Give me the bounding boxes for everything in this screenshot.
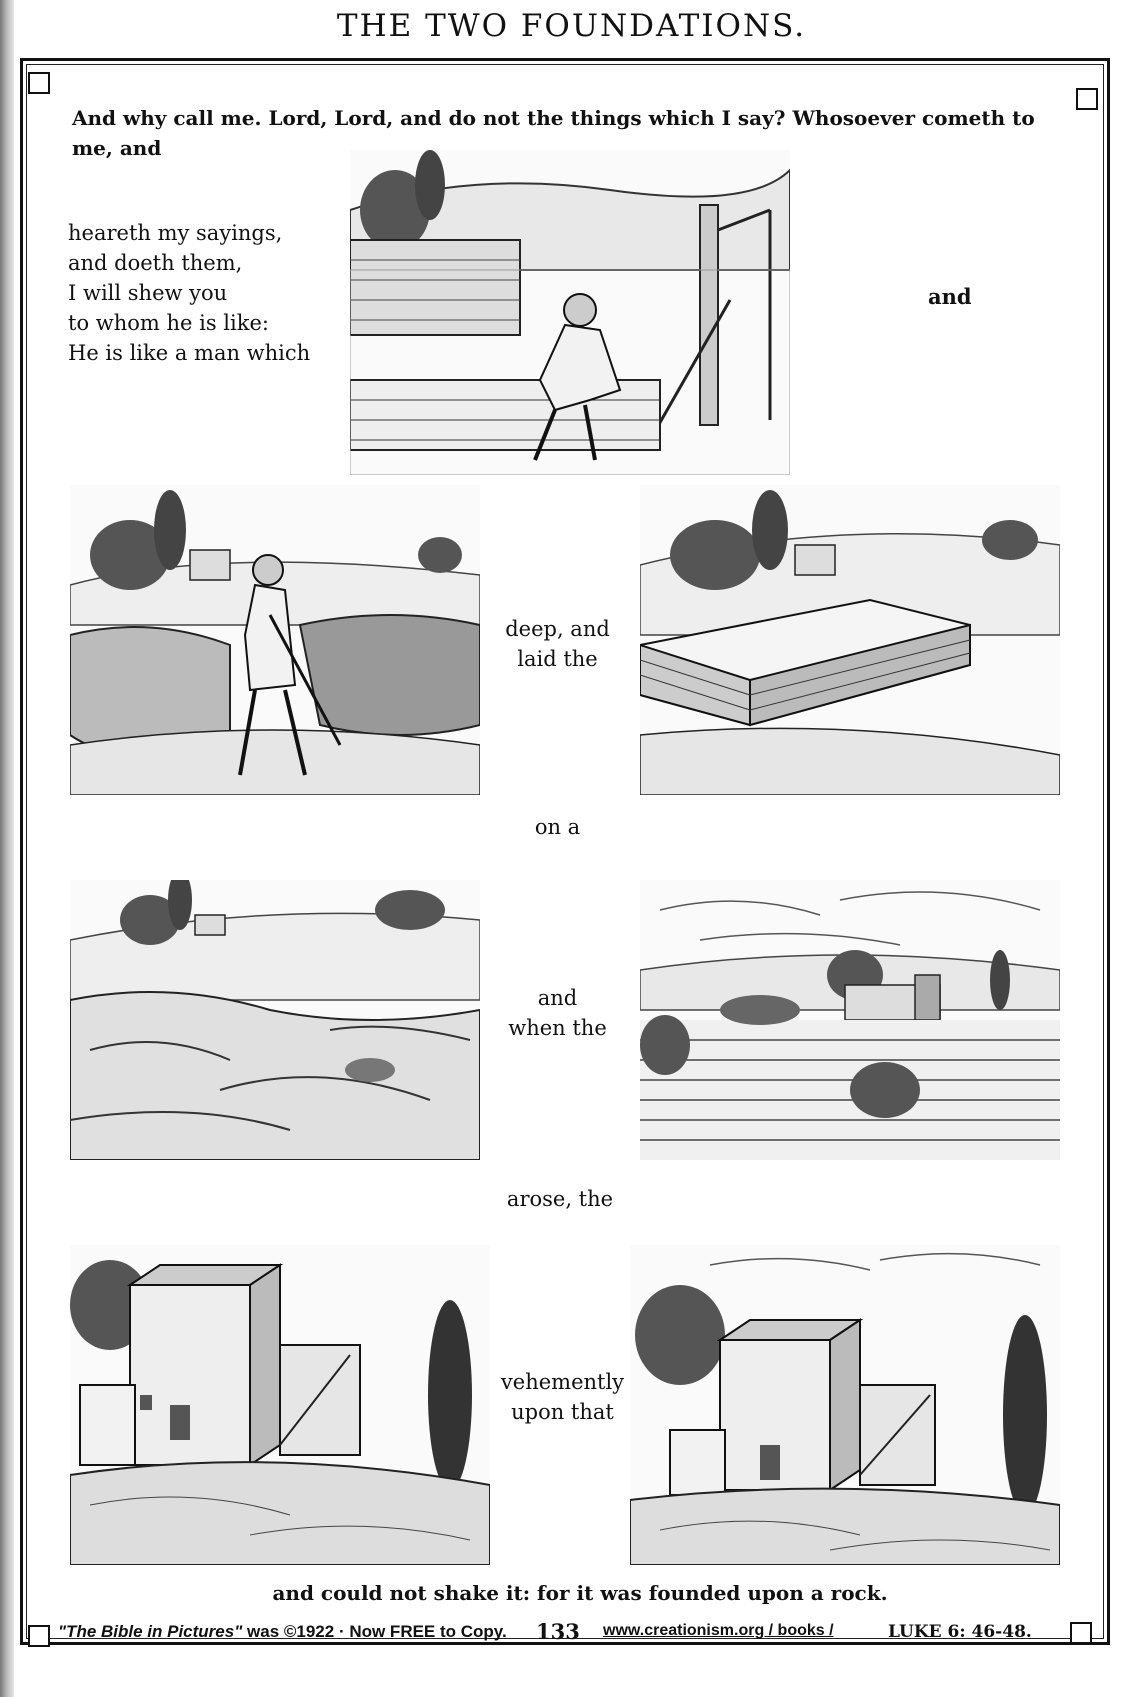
illustration-flood-plain (640, 880, 1060, 1160)
middle-text-line: deep, and (505, 617, 610, 641)
middle-text-line: when the (508, 1016, 607, 1040)
book-title: "The Bible in Pictures" (58, 1622, 243, 1641)
middle-text-1 (495, 614, 620, 674)
corner-ornament (1076, 88, 1098, 110)
left-text-block (68, 218, 348, 368)
left-text-line: and doeth them, (68, 251, 243, 275)
left-text-line: He is like a man which (68, 341, 311, 365)
left-text-line: I will shew you (68, 281, 228, 305)
right-word: and (928, 284, 972, 309)
middle-text-line: upon that (511, 1400, 614, 1424)
intro-line: And why call me. Lord, Lord, and do not the things which I say? Whosoever cometh to me, and (72, 106, 1035, 160)
middle-text-line: and (537, 986, 578, 1010)
left-text-line: to whom he is like: (68, 311, 269, 335)
copyright-note: was ©1922 · Now FREE to Copy. (247, 1622, 507, 1641)
middle-text-line: vehemently (500, 1370, 625, 1394)
corner-ornament (28, 1625, 50, 1647)
corner-ornament (28, 72, 50, 94)
middle-text-5 (490, 1367, 635, 1427)
illustration-house-on-rock-1 (70, 1245, 490, 1565)
scan-edge (0, 0, 14, 1697)
corner-ornament (1070, 1622, 1092, 1644)
illustration-man-building-wall (350, 150, 790, 475)
illustration-man-digging (70, 485, 480, 795)
illustration-house-on-rock-2 (630, 1245, 1060, 1565)
middle-text-3 (495, 983, 620, 1043)
page-number: 133 (536, 1619, 580, 1644)
footer-credit (58, 1622, 507, 1642)
footer-url[interactable]: www.creationism.org / books / (603, 1622, 834, 1639)
illustration-rocky-ground (70, 880, 480, 1160)
closing-line: and could not shake it: for it was founded upon a rock. (272, 1581, 888, 1605)
middle-text-line: laid the (517, 647, 598, 671)
illustration-stone-foundation (640, 485, 1060, 795)
scripture-reference: LUKE 6: 46-48. (888, 1622, 1032, 1642)
middle-text-4: arose, the (506, 1187, 614, 1211)
left-text-line: heareth my sayings, (68, 221, 283, 245)
page-title: THE TWO FOUNDATIONS. (336, 8, 807, 44)
middle-text-2: on a (534, 815, 581, 839)
